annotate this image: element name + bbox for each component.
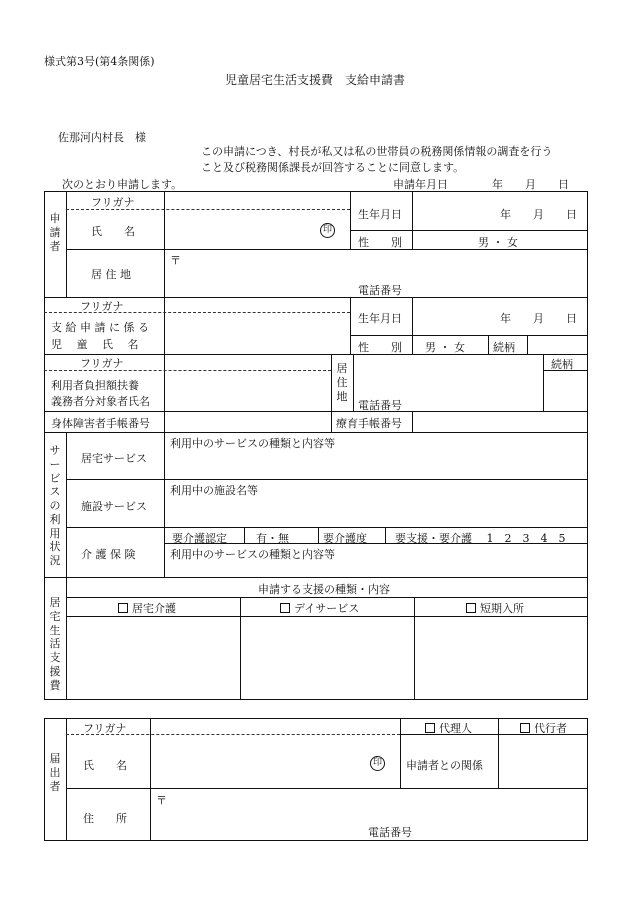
applicant-address-label: 居 住 地: [91, 268, 131, 281]
filer-name-label: 氏 名: [83, 759, 127, 772]
child-gender-label: 性 別: [358, 341, 402, 354]
child-name-label-1: 支 給 申 請 に 係 る: [51, 321, 149, 334]
payer-address-label: 居住地: [336, 362, 348, 403]
care-cert-value: 有・無: [256, 532, 289, 545]
application-date: 申請年月日 年 月 日: [393, 178, 569, 191]
day-service-checkbox[interactable]: [280, 603, 290, 613]
applicant-furigana-label: フリガナ: [91, 196, 135, 209]
request-line: 次のとおり申請します。: [62, 178, 183, 191]
document-title: 児童居宅生活支援費 支給申請書: [225, 73, 406, 87]
payer-name-label-1: 利用者負担額扶養: [51, 379, 139, 392]
payer-name-label-2: 義務者分対象者氏名: [51, 395, 150, 408]
applicant-postal-mark: 〒: [170, 254, 181, 267]
care-level-label: 要介護度: [323, 532, 367, 545]
applicant-section-label: 申請者: [49, 212, 61, 253]
filer-phone-label: 電話番号: [368, 826, 412, 839]
home-care-checkbox[interactable]: [118, 603, 128, 613]
agent-checkbox[interactable]: [425, 723, 435, 733]
facility-service-label: 施設サービス: [81, 500, 147, 513]
payer-relationship-label: 続柄: [551, 358, 573, 371]
care-insurance-note: 利用中のサービスの種類と内容等: [170, 548, 335, 561]
support-option-home-care: 居宅介護: [118, 600, 176, 616]
applicant-name-label: 氏 名: [91, 225, 135, 238]
child-furigana-label: フリガナ: [80, 300, 124, 313]
filer-seal-icon: 印: [370, 756, 385, 771]
filer-postal-mark: 〒: [156, 794, 167, 807]
relation-to-applicant-label: 申請者との関係: [406, 759, 483, 772]
applicant-phone-label: 電話番号: [358, 284, 402, 297]
care-insurance-label: 介 護 保 険: [81, 548, 136, 561]
filer-proxy-option: 代行者: [520, 720, 567, 736]
consent-line-1: この申請につき、村長が私又は私の世帯員の税務関係情報の調査を行う: [201, 145, 553, 158]
payer-phone-label: 電話番号: [358, 399, 402, 412]
filer-section-label: 届出者: [49, 752, 61, 793]
care-level-value: 要支援・要介護 1 2 3 4 5: [395, 532, 566, 545]
support-header: 申請する支援の種類・内容: [258, 583, 390, 596]
support-section-label: 居宅生活支援費: [49, 596, 61, 692]
consent-line-2: こと及び税務関係課長が回答することに同意します。: [201, 161, 465, 174]
proxy-checkbox[interactable]: [520, 723, 530, 733]
child-name-label-2: 児 童 氏 名: [51, 338, 139, 351]
service-section-label: サービスの利用状況: [49, 444, 61, 567]
payer-furigana-label: フリガナ: [80, 357, 124, 370]
facility-service-note: 利用中の施設名等: [170, 484, 258, 497]
child-birthdate-label: 生年月日: [358, 312, 402, 325]
child-relationship-label: 続柄: [493, 341, 515, 354]
rehab-book-label: 療育手帳番号: [336, 417, 402, 430]
applicant-seal-icon: 印: [320, 223, 335, 238]
short-stay-checkbox[interactable]: [466, 603, 476, 613]
addressee: 佐那河内村長 様: [58, 131, 146, 144]
form-id: 様式第3号(第4条関係): [44, 55, 155, 68]
filer-agent-option: 代理人: [425, 720, 472, 736]
child-gender-value: 男 ・ 女: [425, 341, 465, 354]
support-option-short-stay: 短期入所: [466, 600, 524, 616]
disability-book-label: 身体障害者手帳番号: [51, 417, 150, 430]
filer-address-label: 住 所: [83, 812, 127, 825]
applicant-birthdate-label: 生年月日: [358, 208, 402, 221]
applicant-gender-label: 性 別: [358, 236, 402, 249]
applicant-birthdate-ymd: 年 月 日: [500, 208, 577, 221]
home-service-note: 利用中のサービスの種類と内容等: [170, 437, 335, 450]
child-birthdate-ymd: 年 月 日: [500, 312, 577, 325]
care-cert-label: 要介護認定: [172, 532, 227, 545]
support-option-day-service: デイサービス: [280, 600, 359, 616]
home-service-label: 居宅サービス: [81, 452, 147, 465]
filer-furigana-label: フリガナ: [83, 722, 127, 735]
applicant-gender-value: 男 ・ 女: [478, 236, 518, 249]
